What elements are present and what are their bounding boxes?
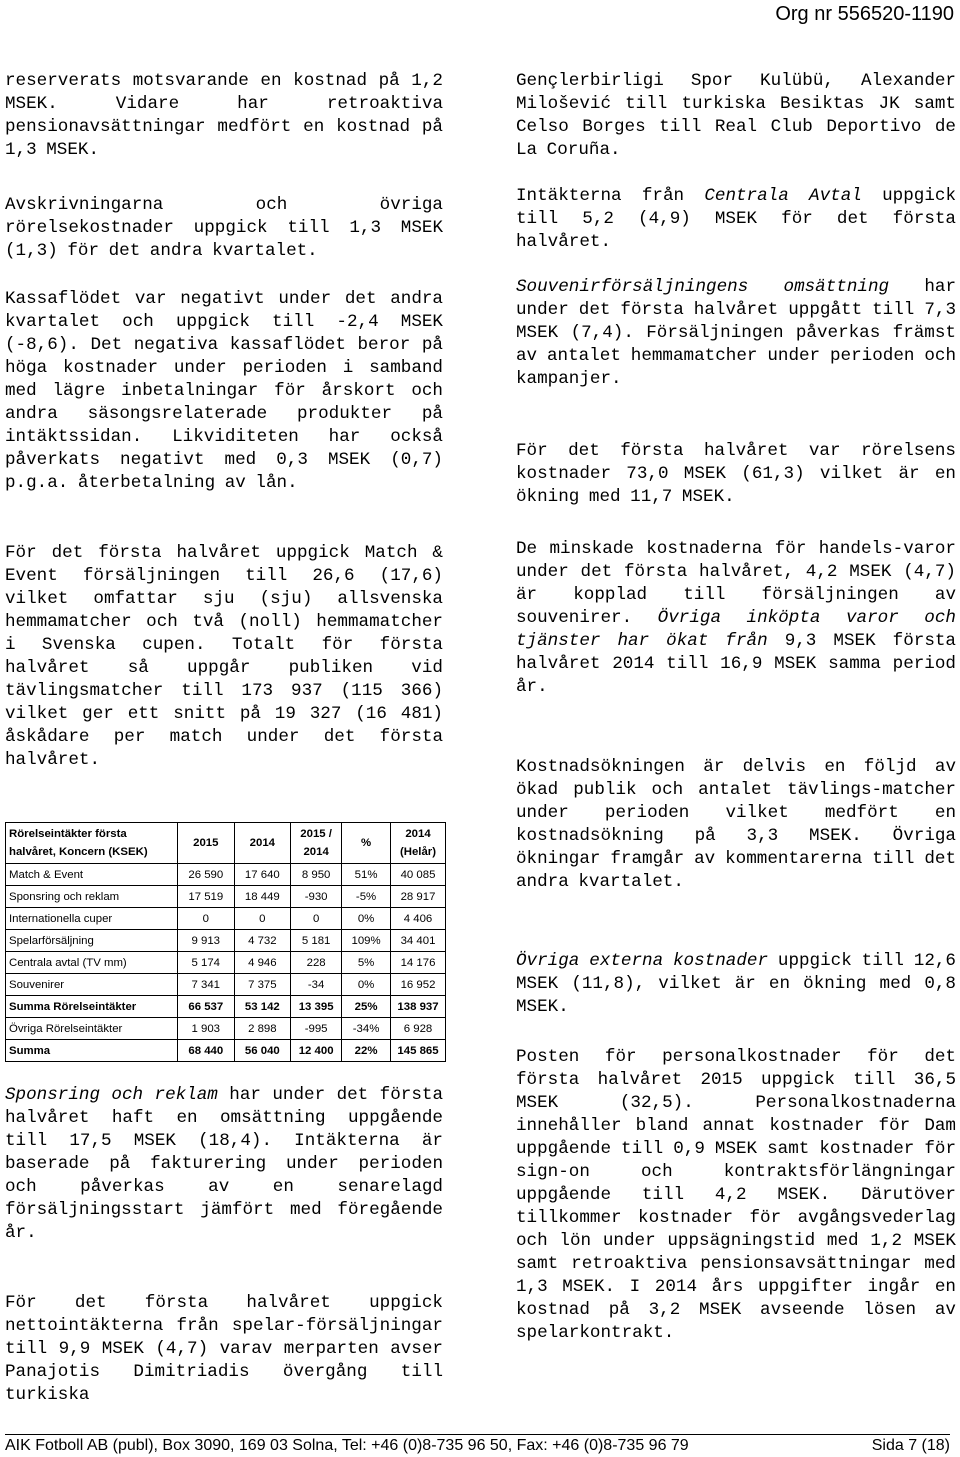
cell-diff: 228 [291, 952, 342, 974]
row-label: Övriga Rörelseintäkter [6, 1018, 178, 1040]
left-paragraph-depreciation: Avskrivningarna och övriga rörelsekostnader uppgick till 1,3 MSEK (1,3) för det andra kvartalet. [5, 195, 443, 261]
cell-2014: 2 898 [234, 1018, 291, 1040]
row-label: Summa [6, 1040, 178, 1062]
cell-2015: 0 [178, 908, 235, 930]
table-row-subtotal [6, 996, 446, 1018]
table-header-2014: 2014 [234, 823, 291, 864]
sponsorship-heading: Sponsring och reklam [5, 1085, 218, 1105]
cell-2015: 9 913 [178, 930, 235, 952]
footer-divider [5, 1434, 950, 1435]
left-paragraph-player-sales: För det första halvåret uppgick nettointäkterna från spelar-försäljningar till 9,9 MSEK (4,7) varav merparten avser Panajotis Dimitriadis övergång till turkiska [5, 1293, 443, 1405]
cell-full-year: 6 928 [391, 1018, 446, 1040]
table-header-diff: 2015 / 2014 [291, 823, 342, 864]
table-row [6, 974, 446, 996]
cell-diff: 12 400 [291, 1040, 342, 1062]
right-paragraph-transfers: Gençlerbirligi Spor Kulübü, Alexander Milošević till turkiska Besiktas JK samt Celso Borges till Real Club Deportivo de La Coruña. [516, 71, 956, 160]
central-text-a: Intäkterna från [516, 186, 705, 206]
right-paragraph-souvenirs [516, 276, 956, 391]
row-label: Match & Event [6, 864, 178, 886]
table-row [6, 864, 446, 886]
table-row [6, 886, 446, 908]
cell-2015: 5 174 [178, 952, 235, 974]
table-header-full-year: 2014 (Helår) [391, 823, 446, 864]
right-paragraph-goods [516, 538, 956, 699]
cell-diff: -930 [291, 886, 342, 908]
cell-percent: 22% [342, 1040, 391, 1062]
left-paragraph-cashflow: Kassaflödet var negativt under det andra kvartalet och uppgick till -2,4 MSEK (-8,6). Det negativa kassaflödet beror på höga kostnader under perioden i samband med lägre inbetalningar för årskort och andra säsongsrelaterade produkter på intäktssidan. Likviditeten har också påverkats negativt med 0,3 MSEK (0,7) p.g.a. återbetalning av lån. [5, 289, 443, 493]
cell-2014: 4 946 [234, 952, 291, 974]
table-row [6, 930, 446, 952]
cell-percent: 25% [342, 996, 391, 1018]
cell-diff: -995 [291, 1018, 342, 1040]
cell-percent: 0% [342, 908, 391, 930]
souvenir-text: har under det första halvåret uppgått till 7,3 MSEK (7,4). Försäljningen påverkas främst av antalet hemmamatcher under perioden och kampanjer. [516, 277, 956, 389]
cell-full-year: 34 401 [391, 930, 446, 952]
cell-2014: 0 [234, 908, 291, 930]
cell-full-year: 138 937 [391, 996, 446, 1018]
cell-percent: 5% [342, 952, 391, 974]
sponsorship-text: har under det första halvåret haft en omsättning uppgående till 17,5 MSEK (18,4). Intäkterna är baserade på fakturering under perioden och påverkas av en senarelagd försäljningsstart jämfört med föregående år. [5, 1085, 443, 1243]
goods-text-b: 9,3 MSEK första halvåret 2014 till 16,9 MSEK samma period år. [516, 631, 956, 697]
central-heading: Centrala Avtal [704, 186, 862, 206]
cell-diff: 0 [291, 908, 342, 930]
goods-text-a: De minskade kostnaderna för handels-varor under det första halvåret, 4,2 MSEK (4,7) är kopplad till försäljningen av souvenirer. [516, 539, 956, 628]
left-paragraph-pension: reserverats motsvarande en kostnad på 1,2 MSEK. Vidare har retroaktiva pensionavsättningar medfört en kostnad på 1,3 MSEK. [5, 71, 443, 160]
cell-percent: 0% [342, 974, 391, 996]
cell-diff: -34 [291, 974, 342, 996]
table-header-label: Rörelseintäkter första halvåret, Koncern (KSEK) [6, 823, 178, 864]
external-costs-text: uppgick till 12,6 MSEK (11,8), vilket är en ökning med 0,8 MSEK. [516, 951, 956, 1017]
cell-2015: 26 590 [178, 864, 235, 886]
cell-full-year: 145 865 [391, 1040, 446, 1062]
right-paragraph-cost-increase: Kostnadsökningen är delvis en följd av ökad publik och antalet tävlings-matcher under perioden vilket medfört en kostnadsökning på 3,3 MSEK. Övriga ökningar framgår av kommentarerna till det andra kvartalet. [516, 757, 956, 892]
cell-2014: 56 040 [234, 1040, 291, 1062]
row-label: Souvenirer [6, 974, 178, 996]
table-row [6, 1018, 446, 1040]
left-paragraph-match-event: För det första halvåret uppgick Match & Event försäljningen till 26,6 (17,6) vilket omfattar sju (sju) allsvenska hemmamatcher och två (noll) hemmamatcher i Svenska cupen. Totalt för första halvåret så uppgår publiken vid tävlingsmatcher till 173 937 (115 366) vilket ger ett snitt på 19 327 (16 481) åskådare per match under det första halvåret. [5, 543, 443, 770]
org-number: Org nr 556520-1190 [775, 3, 954, 25]
souvenir-heading: Souvenirförsäljningens omsättning [516, 277, 890, 297]
cell-percent: -5% [342, 886, 391, 908]
cell-2014: 18 449 [234, 886, 291, 908]
cell-2014: 7 375 [234, 974, 291, 996]
cell-full-year: 40 085 [391, 864, 446, 886]
left-paragraph-sponsorship [5, 1084, 443, 1245]
cell-full-year: 16 952 [391, 974, 446, 996]
cell-2015: 17 519 [178, 886, 235, 908]
cell-full-year: 4 406 [391, 908, 446, 930]
table-row [6, 908, 446, 930]
row-label: Spelarförsäljning [6, 930, 178, 952]
row-label: Internationella cuper [6, 908, 178, 930]
right-paragraph-personnel: Posten för personalkostnader för det första halvåret 2015 uppgick till 36,5 MSEK (32,5). Personalkostnaderna innehåller bland annat kostnader för Dam uppgående till 0,9 MSEK samt kostnader för sign-on och kontraktsförlängningar uppgående till 4,2 MSEK. Därutöver tillkommer kostnader för avgångsvederlag och lön under uppsägningstid med 1,2 MSEK samt retroaktiva pensionsavsättningar med 1,3 MSEK. I 2014 års uppgifter ingår en kostnad på 3,2 MSEK avseende lösen av spelarkontrakt. [516, 1047, 956, 1343]
footer [5, 1436, 950, 1456]
page-number: Sida 7 (18) [871, 1437, 950, 1454]
cell-diff: 13 395 [291, 996, 342, 1018]
revenue-table [5, 822, 446, 1062]
cell-2015: 1 903 [178, 1018, 235, 1040]
table-header-2015: 2015 [178, 823, 235, 864]
row-label: Summa Rörelseintäkter [6, 996, 178, 1018]
central-text-b: uppgick till 5,2 (4,9) MSEK för det första halvåret. [516, 186, 957, 252]
row-label: Sponsring och reklam [6, 886, 178, 908]
cell-percent: 51% [342, 864, 391, 886]
table-row-total [6, 1040, 446, 1062]
cell-diff: 5 181 [291, 930, 342, 952]
cell-2015: 7 341 [178, 974, 235, 996]
cell-2014: 17 640 [234, 864, 291, 886]
cell-2014: 53 142 [234, 996, 291, 1018]
cell-percent: 109% [342, 930, 391, 952]
cell-full-year: 28 917 [391, 886, 446, 908]
goods-heading: Övriga inköpta varor och tjänster har ökat från [516, 608, 956, 651]
row-label: Centrala avtal (TV mm) [6, 952, 178, 974]
footer-address: AIK Fotboll AB (publ), Box 3090, 169 03 Solna, Tel: +46 (0)8-735 96 50, Fax: +46 (0)8-735 96 79 [5, 1437, 689, 1454]
cell-2015: 68 440 [178, 1040, 235, 1062]
cell-2015: 66 537 [178, 996, 235, 1018]
right-paragraph-costs: För det första halvåret var rörelsens kostnader 73,0 MSEK (61,3) vilket är en ökning med 11,7 MSEK. [516, 441, 956, 507]
table-row [6, 952, 446, 974]
cell-percent: -34% [342, 1018, 391, 1040]
table-header-percent: % [342, 823, 391, 864]
right-paragraph-central-agreements [516, 185, 956, 254]
cell-diff: 8 950 [291, 864, 342, 886]
cell-2014: 4 732 [234, 930, 291, 952]
right-paragraph-external-costs [516, 950, 956, 1019]
external-costs-heading: Övriga externa kostnader [516, 951, 769, 971]
cell-full-year: 14 176 [391, 952, 446, 974]
table-header-row [6, 823, 446, 864]
